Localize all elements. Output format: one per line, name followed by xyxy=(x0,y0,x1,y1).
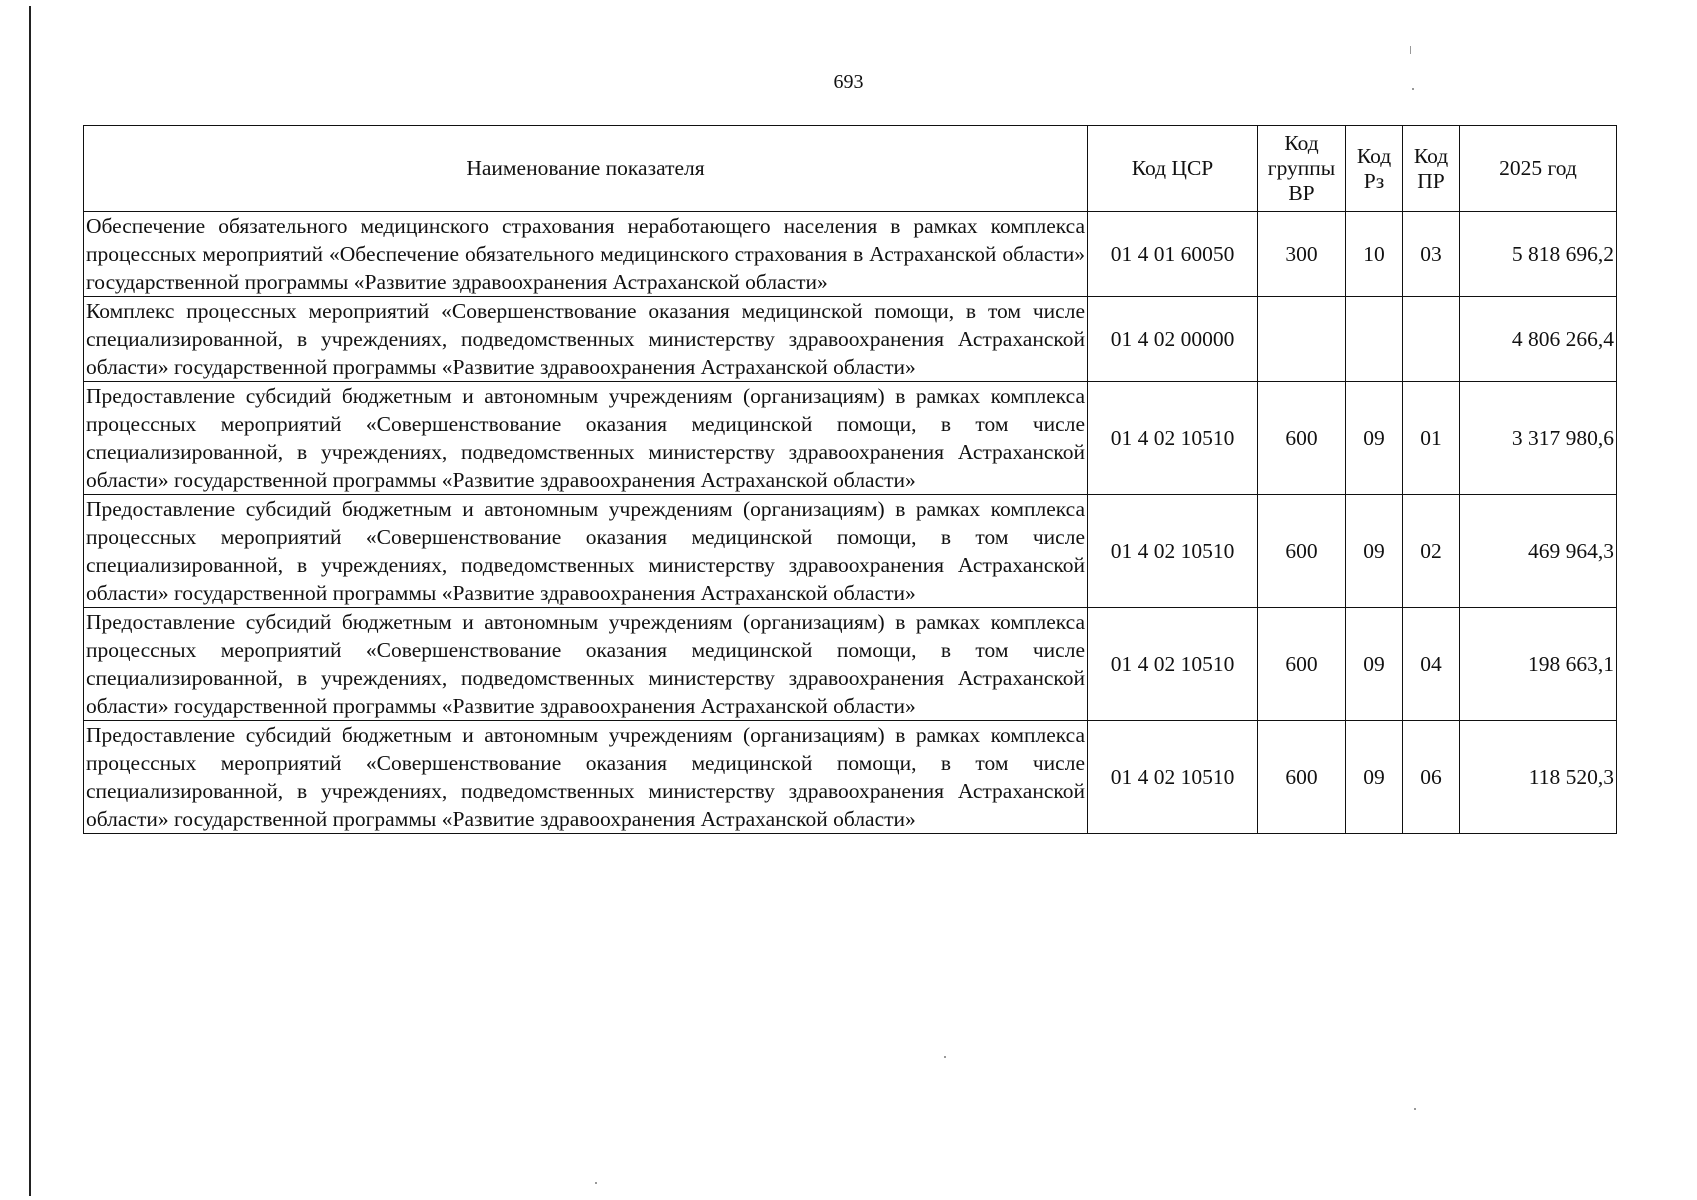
table-row xyxy=(84,721,1617,834)
row-csr-code: 01 4 02 10510 xyxy=(1088,382,1258,495)
scan-left-edge xyxy=(29,6,31,1196)
row-rz-code: 09 xyxy=(1346,495,1403,608)
row-rz-code: 09 xyxy=(1346,382,1403,495)
row-csr-code: 01 4 02 00000 xyxy=(1088,297,1258,382)
row-pr-code: 04 xyxy=(1403,608,1460,721)
row-indicator-name: Комплекс процессных мероприятий «Совершенствование оказания медицинской помощи, в том числе специализированной, в учреждениях, подведомственных министерству здравоохранения Астраханской области» государственной программы «Развитие здравоохранения Астраханской области» xyxy=(84,297,1088,382)
row-csr-code: 01 4 02 10510 xyxy=(1088,608,1258,721)
row-vr-code: 600 xyxy=(1258,608,1346,721)
row-vr-code: 600 xyxy=(1258,495,1346,608)
header-year-2025: 2025 год xyxy=(1460,126,1617,212)
page-number: 693 xyxy=(833,71,864,93)
row-pr-code: 01 xyxy=(1403,382,1460,495)
scan-speck xyxy=(1412,88,1414,90)
row-amount: 5 818 696,2 xyxy=(1460,212,1617,297)
header-rz-code: Код Рз xyxy=(1346,126,1403,212)
row-vr-code: 600 xyxy=(1258,721,1346,834)
row-pr-code: 03 xyxy=(1403,212,1460,297)
header-vr-code: Код группы ВР xyxy=(1258,126,1346,212)
scan-speck xyxy=(1410,46,1411,54)
table-row xyxy=(84,382,1617,495)
scan-speck xyxy=(595,1182,597,1184)
table-row xyxy=(84,212,1617,297)
row-csr-code: 01 4 01 60050 xyxy=(1088,212,1258,297)
header-indicator-name: Наименование показателя xyxy=(84,126,1088,212)
row-indicator-name: Предоставление субсидий бюджетным и автономным учреждениям (организациям) в рамках комплекса процессных мероприятий «Совершенствование оказания медицинской помощи, в том числе специализированной, в учреждениях, подведомственных министерству здравоохранения Астраханской области» государственной программы «Развитие здравоохранения Астраханской области» xyxy=(84,721,1088,834)
header-row xyxy=(84,126,1617,212)
table-row xyxy=(84,297,1617,382)
row-csr-code: 01 4 02 10510 xyxy=(1088,495,1258,608)
row-pr-code: 02 xyxy=(1403,495,1460,608)
row-indicator-name: Предоставление субсидий бюджетным и автономным учреждениям (организациям) в рамках комплекса процессных мероприятий «Совершенствование оказания медицинской помощи, в том числе специализированной, в учреждениях, подведомственных министерству здравоохранения Астраханской области» государственной программы «Развитие здравоохранения Астраханской области» xyxy=(84,495,1088,608)
row-indicator-name: Предоставление субсидий бюджетным и автономным учреждениям (организациям) в рамках комплекса процессных мероприятий «Совершенствование оказания медицинской помощи, в том числе специализированной, в учреждениях, подведомственных министерству здравоохранения Астраханской области» государственной программы «Развитие здравоохранения Астраханской области» xyxy=(84,608,1088,721)
row-rz-code: 09 xyxy=(1346,608,1403,721)
row-indicator-name: Предоставление субсидий бюджетным и автономным учреждениям (организациям) в рамках комплекса процессных мероприятий «Совершенствование оказания медицинской помощи, в том числе специализированной, в учреждениях, подведомственных министерству здравоохранения Астраханской области» государственной программы «Развитие здравоохранения Астраханской области» xyxy=(84,382,1088,495)
scan-speck xyxy=(1414,1108,1416,1110)
table-row xyxy=(84,495,1617,608)
row-vr-code: 600 xyxy=(1258,382,1346,495)
row-amount: 469 964,3 xyxy=(1460,495,1617,608)
row-amount: 4 806 266,4 xyxy=(1460,297,1617,382)
row-amount: 118 520,3 xyxy=(1460,721,1617,834)
scan-speck xyxy=(944,1056,946,1058)
row-rz-code: 09 xyxy=(1346,721,1403,834)
row-vr-code: 300 xyxy=(1258,212,1346,297)
row-amount: 198 663,1 xyxy=(1460,608,1617,721)
row-vr-code xyxy=(1258,297,1346,382)
header-pr-code: Код ПР xyxy=(1403,126,1460,212)
budget-table xyxy=(83,125,1617,834)
row-pr-code: 06 xyxy=(1403,721,1460,834)
header-csr-code: Код ЦСР xyxy=(1088,126,1258,212)
row-csr-code: 01 4 02 10510 xyxy=(1088,721,1258,834)
row-pr-code xyxy=(1403,297,1460,382)
row-indicator-name: Обеспечение обязательного медицинского страхования неработающего населения в рамках комплекса процессных мероприятий «Обеспечение обязательного медицинского страхования в Астраханской области» государственной программы «Развитие здравоохранения Астраханской области» xyxy=(84,212,1088,297)
table-row xyxy=(84,608,1617,721)
row-rz-code: 10 xyxy=(1346,212,1403,297)
row-rz-code xyxy=(1346,297,1403,382)
row-amount: 3 317 980,6 xyxy=(1460,382,1617,495)
